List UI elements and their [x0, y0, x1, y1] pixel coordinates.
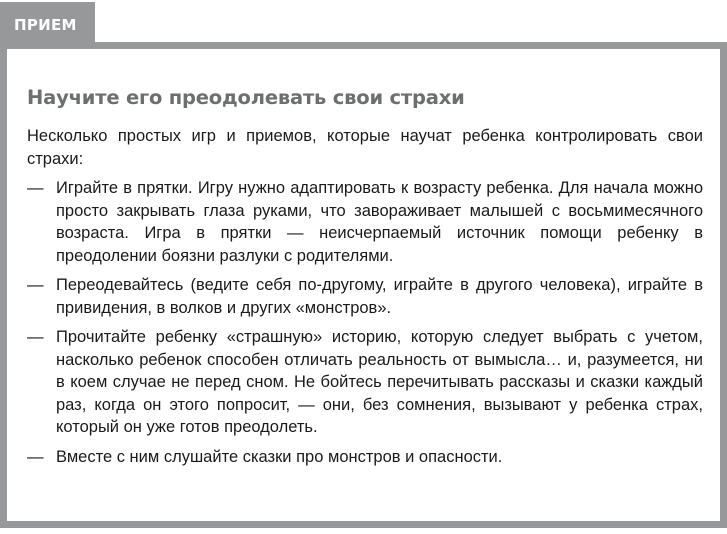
- list-item: [27, 177, 703, 267]
- dash-bullet-icon: —: [27, 276, 44, 294]
- list-item-text: Прочитайте ребенку «страшную» историю, которую следует выбрать с учетом, насколько ребенок способен отличать реальность от вымысла… и, разумеется, ни в коем случае не перед сном. Не бойтесь перечитывать рассказы и сказки каждый раз, когда он этого попросит, — они, без сомнения, вызывают у ребенка страх, который он уже готов преодолеть.: [56, 328, 703, 436]
- list-item: [27, 326, 703, 439]
- list-item: [27, 446, 703, 469]
- list-item: [27, 274, 703, 319]
- dash-bullet-icon: —: [27, 328, 44, 346]
- section-tab-label: ПРИЕМ: [0, 2, 95, 48]
- dash-bullet-icon: —: [27, 447, 44, 466]
- list-item-text: Вместе с ним слушайте сказки про монстров и опасности.: [56, 447, 503, 466]
- tip-intro: Несколько простых игр и приемов, которые научат ребенка контролировать свои страхи:: [27, 127, 703, 168]
- tip-title: Научите его преодолевать свои страхи: [27, 86, 465, 109]
- list-item-text: Переодевайтесь (ведите себя по-другому, играйте в другого человека), играйте в привидения, в волков и других «монстров».: [56, 276, 703, 317]
- dash-bullet-icon: —: [27, 179, 44, 197]
- list-item-text: Играйте в прятки. Игру нужно адаптировать к возрасту ребенка. Для начала можно просто закрывать глаза руками, что завораживает малышей с восьмимесячного возраста. Игра в прятки — неисчерпаемый источник помощи ребенку в преодолении боязни разлуки с родителями.: [56, 179, 703, 265]
- tip-box-content: [27, 86, 703, 475]
